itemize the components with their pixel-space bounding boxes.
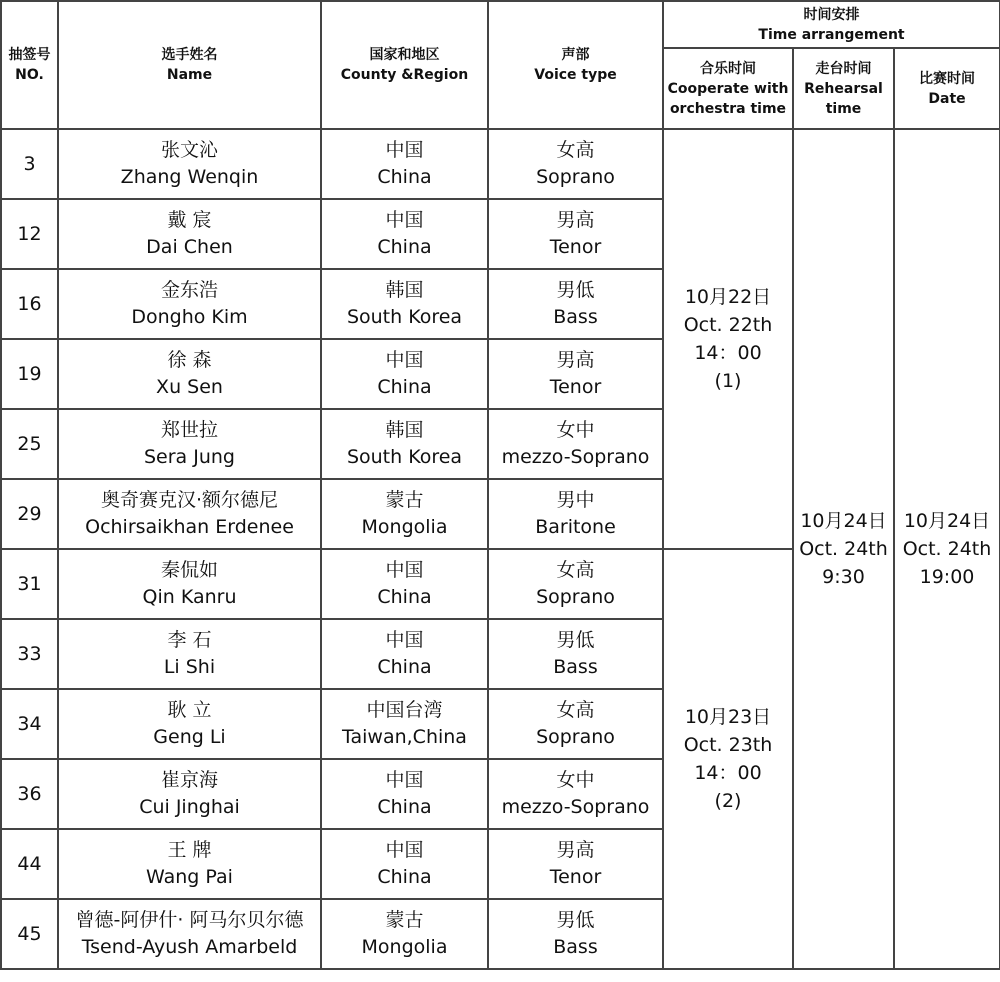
voice-cn: 男低 <box>556 279 595 301</box>
header-name-en: Name <box>166 67 213 83</box>
voice-cn: 女中 <box>556 419 595 441</box>
name-en: Dongho Kim <box>131 306 248 328</box>
name-cell <box>58 339 321 409</box>
name-en: Cui Jinghai <box>139 796 240 818</box>
draw-number-cell: 34 <box>1 689 58 759</box>
country-cell <box>321 829 488 899</box>
country-en: China <box>377 236 432 258</box>
voice-en: Tenor <box>549 236 602 258</box>
voice-cn: 女中 <box>556 769 595 791</box>
coop-time-line: Oct. 22th <box>683 314 773 336</box>
country-cn: 中国 <box>385 629 424 651</box>
header-country-cn: 国家和地区 <box>369 47 440 63</box>
header-coop-en-1: Cooperate with <box>667 80 789 97</box>
header-rehearsal-cn: 走台时间 <box>815 60 872 77</box>
name-en: Xu Sen <box>156 376 223 398</box>
name-en: Zhang Wenqin <box>120 166 259 188</box>
voice-cell <box>488 549 663 619</box>
voice-en: Soprano <box>536 726 615 748</box>
header-date-en: Date <box>928 90 966 107</box>
header-time-cn: 时间安排 <box>803 6 860 23</box>
voice-en: Tenor <box>549 376 602 398</box>
name-en: Tsend-Ayush Amarbeld <box>81 936 298 958</box>
voice-cell <box>488 409 663 479</box>
header-country <box>321 1 488 129</box>
draw-number-cell: 16 <box>1 269 58 339</box>
rehearsal-time-line: 9:30 <box>822 566 865 588</box>
header-no-cn: 抽签号 <box>8 47 51 63</box>
country-cell <box>321 549 488 619</box>
country-cn: 韩国 <box>385 419 424 441</box>
name-cell <box>58 899 321 969</box>
voice-cell <box>488 269 663 339</box>
voice-cell <box>488 829 663 899</box>
name-en: Li Shi <box>163 656 216 678</box>
coop-time-line: 14：00 <box>694 342 762 364</box>
voice-en: Soprano <box>536 586 615 608</box>
country-en: China <box>377 166 432 188</box>
country-cn: 蒙古 <box>385 909 424 931</box>
coop-time-line: (2) <box>714 790 742 812</box>
country-cn: 中国台湾 <box>366 699 443 721</box>
draw-number-cell: 31 <box>1 549 58 619</box>
header-no <box>1 1 58 129</box>
voice-en: mezzo-Soprano <box>501 446 650 468</box>
draw-number-cell: 12 <box>1 199 58 269</box>
country-en: China <box>377 376 432 398</box>
header-name-cn: 选手姓名 <box>161 47 218 63</box>
draw-number-cell: 36 <box>1 759 58 829</box>
country-cell <box>321 479 488 549</box>
draw-number-cell: 19 <box>1 339 58 409</box>
coop-time-line: 10月22日 <box>684 286 772 308</box>
table-row <box>1 129 1000 199</box>
country-cell <box>321 269 488 339</box>
date-time-line: 10月24日 <box>903 510 991 532</box>
name-cell <box>58 759 321 829</box>
name-cell <box>58 689 321 759</box>
voice-en: mezzo-Soprano <box>501 796 650 818</box>
voice-en: Soprano <box>536 166 615 188</box>
country-cell <box>321 899 488 969</box>
name-cn: 曾德-阿伊什· 阿马尔贝尔德 <box>75 909 304 931</box>
country-cn: 中国 <box>385 209 424 231</box>
header-rehearsal-en-2: time <box>825 100 862 117</box>
country-en: South Korea <box>346 446 463 468</box>
name-cn: 徐 森 <box>167 349 212 371</box>
date-time-cell <box>894 129 1000 969</box>
country-cell <box>321 759 488 829</box>
name-en: Ochirsaikhan Erdenee <box>85 516 294 538</box>
country-cn: 蒙古 <box>385 489 424 511</box>
voice-en: Tenor <box>549 866 602 888</box>
name-en: Geng Li <box>153 726 226 748</box>
country-en: Taiwan,China <box>342 726 467 748</box>
voice-en: Bass <box>553 936 598 958</box>
voice-cell <box>488 899 663 969</box>
draw-number-cell: 33 <box>1 619 58 689</box>
name-cell <box>58 199 321 269</box>
voice-cn: 男低 <box>556 909 595 931</box>
rehearsal-time-line: Oct. 24th <box>799 538 888 560</box>
voice-cell <box>488 689 663 759</box>
name-en: Sera Jung <box>144 446 235 468</box>
name-cn: 奥奇赛克汉·额尔德尼 <box>100 489 279 511</box>
header-rehearsal-en-1: Rehearsal <box>804 80 883 97</box>
coop-time-cell <box>663 549 793 969</box>
country-cell <box>321 199 488 269</box>
voice-cell <box>488 479 663 549</box>
name-en: Wang Pai <box>146 866 233 888</box>
name-cell <box>58 619 321 689</box>
name-cn: 郑世拉 <box>160 419 218 441</box>
rehearsal-time-line: 10月24日 <box>800 510 887 532</box>
draw-number-cell: 29 <box>1 479 58 549</box>
voice-cn: 女高 <box>556 559 595 581</box>
header-time-arrangement <box>663 1 1000 48</box>
country-en: Mongolia <box>361 516 448 538</box>
voice-cn: 男高 <box>556 839 595 861</box>
country-cell <box>321 409 488 479</box>
voice-en: Bass <box>553 306 598 328</box>
coop-time-line: (1) <box>714 370 742 392</box>
name-cell <box>58 829 321 899</box>
header-no-en: NO. <box>15 67 44 83</box>
name-cn: 金东浩 <box>160 279 218 301</box>
header-name <box>58 1 321 129</box>
name-cn: 张文沁 <box>160 139 218 161</box>
voice-cell <box>488 129 663 199</box>
country-cn: 韩国 <box>385 279 424 301</box>
country-cell <box>321 129 488 199</box>
coop-time-line: Oct. 23th <box>683 734 773 756</box>
date-time-line: 19:00 <box>919 566 975 588</box>
country-en: China <box>377 656 432 678</box>
voice-cell <box>488 759 663 829</box>
country-en: South Korea <box>346 306 463 328</box>
name-cn: 耿 立 <box>167 699 212 721</box>
name-cell <box>58 269 321 339</box>
draw-number-cell: 45 <box>1 899 58 969</box>
country-cn: 中国 <box>385 559 424 581</box>
draw-number-cell: 44 <box>1 829 58 899</box>
name-en: Dai Chen <box>146 236 233 258</box>
voice-cn: 女高 <box>556 139 595 161</box>
header-coop-en-2: orchestra time <box>669 100 787 117</box>
country-cn: 中国 <box>385 349 424 371</box>
country-cn: 中国 <box>385 839 424 861</box>
coop-time-cell <box>663 129 793 549</box>
voice-cell <box>488 199 663 269</box>
coop-time-line: 10月23日 <box>684 706 772 728</box>
header-coop-cn: 合乐时间 <box>700 60 756 77</box>
coop-time-line: 14：00 <box>694 762 762 784</box>
name-cell <box>58 409 321 479</box>
voice-cn: 男高 <box>556 209 595 231</box>
country-en: Mongolia <box>361 936 448 958</box>
header-voice-cn: 声部 <box>561 47 590 63</box>
rehearsal-time-cell <box>793 129 894 969</box>
name-cn: 王 牌 <box>167 839 212 861</box>
name-cell <box>58 549 321 619</box>
voice-cn: 男高 <box>556 349 595 371</box>
voice-cell <box>488 619 663 689</box>
country-en: China <box>377 586 432 608</box>
name-cn: 秦侃如 <box>160 559 218 581</box>
header-country-en: County &Region <box>340 67 469 83</box>
header-date <box>894 48 1000 129</box>
name-cn: 戴 宸 <box>167 209 212 231</box>
header-time-en: Time arrangement <box>758 26 905 43</box>
name-cell <box>58 479 321 549</box>
voice-cell <box>488 339 663 409</box>
name-cn: 李 石 <box>167 629 212 651</box>
header-voice-en: Voice type <box>534 67 617 83</box>
voice-cn: 男中 <box>556 489 595 511</box>
header-coop <box>663 48 793 129</box>
draw-number-cell: 3 <box>1 129 58 199</box>
voice-cn: 男低 <box>556 629 595 651</box>
voice-cn: 女高 <box>556 699 595 721</box>
name-en: Qin Kanru <box>142 586 237 608</box>
name-cell <box>58 129 321 199</box>
country-cell <box>321 689 488 759</box>
country-cell <box>321 339 488 409</box>
voice-en: Bass <box>553 656 598 678</box>
country-cn: 中国 <box>385 769 424 791</box>
header-voice <box>488 1 663 129</box>
header-date-cn: 比赛时间 <box>919 70 975 87</box>
country-cell <box>321 619 488 689</box>
draw-number-cell: 25 <box>1 409 58 479</box>
header-rehearsal <box>793 48 894 129</box>
country-en: China <box>377 796 432 818</box>
name-cn: 崔京海 <box>160 769 218 791</box>
voice-en: Baritone <box>535 516 616 538</box>
country-cn: 中国 <box>385 139 424 161</box>
country-en: China <box>377 866 432 888</box>
date-time-line: Oct. 24th <box>902 538 992 560</box>
